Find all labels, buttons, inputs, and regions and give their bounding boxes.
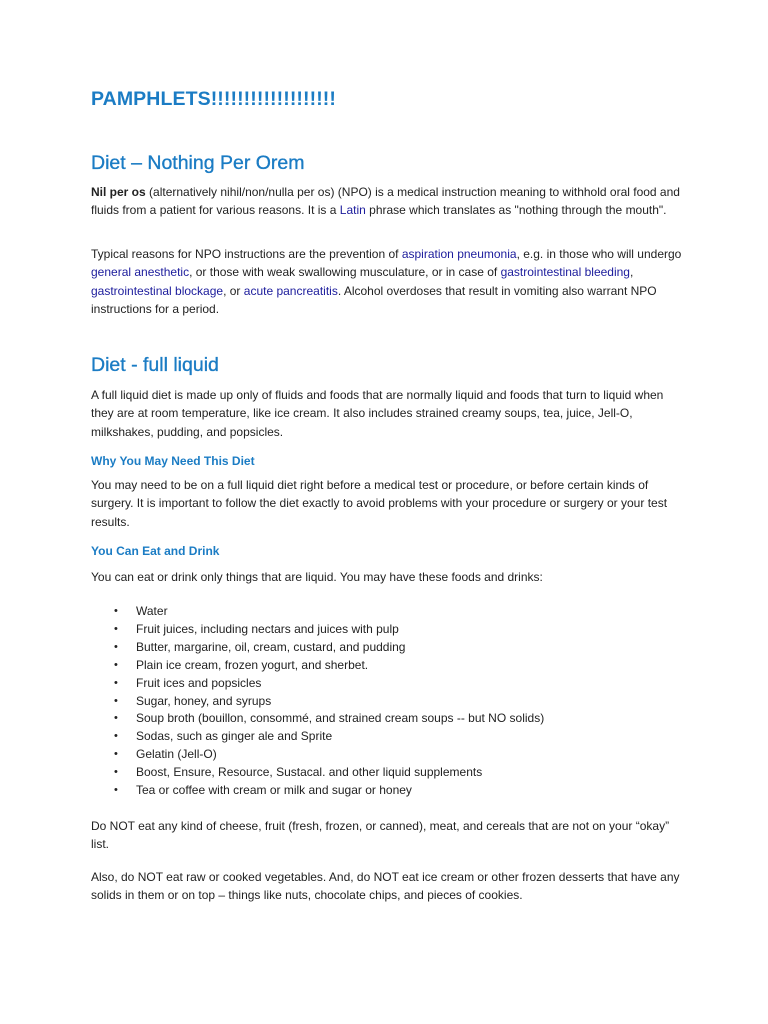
- list-item: • Fruit ices and popsicles: [91, 675, 651, 693]
- npo-term: Nil per os: [91, 185, 146, 199]
- aspiration-pneumonia-link[interactable]: aspiration pneumonia: [401, 247, 517, 261]
- list-item: • Gelatin (Jell-O): [91, 746, 651, 764]
- acute-pancreatitis-link[interactable]: acute pancreatitis: [243, 283, 338, 298]
- list-item: • Sodas, such as ginger ale and Sprite: [91, 728, 651, 746]
- list-item: • Boost, Ensure, Resource, Sustacal. and other liquid supplements: [91, 764, 651, 782]
- eat-intro: You can eat or drink only things that are liquid. You may have these foods and drinks:: [91, 570, 543, 584]
- why-heading: Why You May Need This Diet: [91, 454, 255, 468]
- gastrointestinal-bleeding-link[interactable]: gastrointestinal bleeding: [500, 265, 630, 280]
- list-item: • Tea or coffee with cream or milk and sugar or honey: [91, 782, 651, 800]
- list-item: • Plain ice cream, frozen yogurt, and sherbet.: [91, 657, 651, 675]
- full-liquid-heading: Diet - full liquid: [91, 354, 219, 376]
- allowed-foods-list: [91, 603, 651, 800]
- eat-heading: You Can Eat and Drink: [91, 544, 220, 558]
- list-item: • Butter, margarine, oil, cream, custard, and pudding: [91, 639, 651, 657]
- gastrointestinal-blockage-link[interactable]: gastrointestinal blockage: [91, 283, 224, 298]
- npo-heading: Diet – Nothing Per Orem: [91, 152, 305, 174]
- latin-link[interactable]: Latin: [339, 203, 366, 218]
- npo-paragraph-1: Nil per os (alternatively nihil/non/nulla per os) (NPO) is a medical instruction meaning to withhold oral food and fluids from a patient for various reasons. It is a Latin phrase which translates as "nothing through the mouth".: [91, 185, 680, 218]
- list-item: • Soup broth (bouillon, consommé, and strained cream soups -- but NO solids): [91, 710, 651, 728]
- npo-paragraph-2: Typical reasons for NPO instructions are the prevention of aspiration pneumonia, e.g. in those who will undergo general anesthetic, or those with weak swallowing musculature, or in case of gastrointestinal bleeding, gastrointestinal blockage, or acute pancreatitis. Alcohol overdoses that result in vomiting also warrant NPO instructions for a period.: [91, 247, 682, 316]
- list-item: • Fruit juices, including nectars and juices with pulp: [91, 621, 651, 639]
- do-not-paragraph-2: Also, do NOT eat raw or cooked vegetables. And, do NOT eat ice cream or other frozen desserts that have any solids in them or on top – things like nuts, chocolate chips, and pieces of cookies.: [91, 870, 680, 903]
- page-title: PAMPHLETS!!!!!!!!!!!!!!!!!!!: [91, 88, 336, 110]
- why-paragraph: You may need to be on a full liquid diet right before a medical test or procedure, or before certain kinds of surgery. It is important to follow the diet exactly to avoid problems with your procedure or surgery or your test results.: [91, 478, 668, 529]
- do-not-paragraph-1: Do NOT eat any kind of cheese, fruit (fresh, frozen, or canned), meat, and cereals that are not on your “okay” list.: [91, 819, 670, 852]
- full-liquid-intro: A full liquid diet is made up only of fluids and foods that are normally liquid and foods that turn to liquid when they are at room temperature, like ice cream. It also includes strained creamy soups, tea, juice, Jell-O, milkshakes, pudding, and popsicles.: [91, 388, 664, 439]
- list-item: • Water: [91, 603, 651, 621]
- general-anesthetic-link[interactable]: general anesthetic: [91, 265, 190, 280]
- list-item: • Sugar, honey, and syrups: [91, 693, 651, 711]
